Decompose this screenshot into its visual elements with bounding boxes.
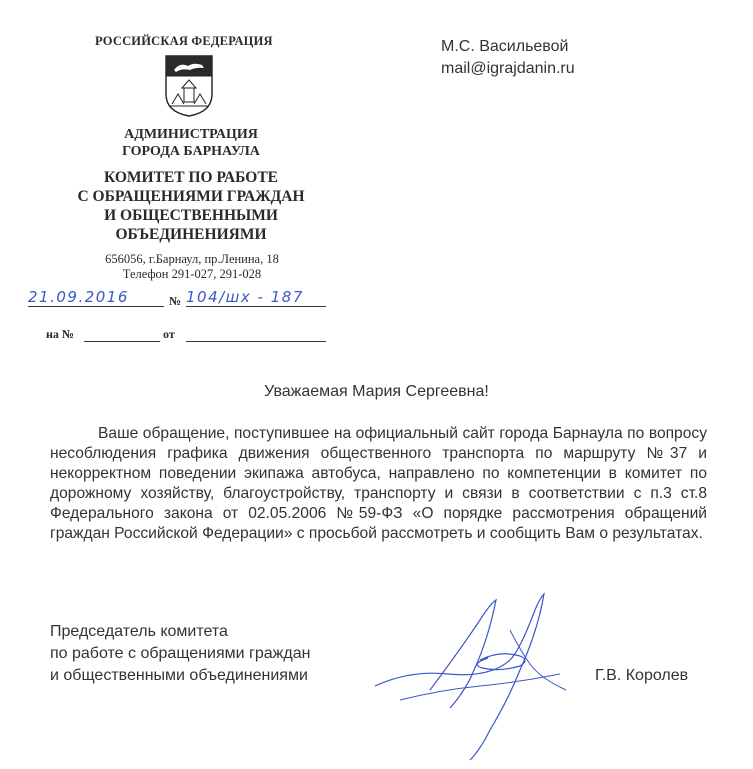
number-label: №: [169, 294, 182, 308]
recipient-block: [441, 36, 575, 80]
registration-number: 104/шх - 187: [186, 288, 326, 307]
signatory-title: Председатель комитета по работе с обращениями граждан и общественными объединениями: [50, 623, 311, 684]
barnaul-coat-of-arms-icon: [164, 54, 214, 118]
recipient-name: М.С. Васильевой: [441, 38, 569, 55]
recipient-email: mail@igrajdanin.ru: [441, 60, 575, 77]
administration-name: АДМИНИСТРАЦИЯ ГОРОДА БАРНАУЛА: [122, 127, 260, 159]
salutation: Уважаемая Мария Сергеевна!: [264, 383, 489, 400]
country-name: РОССИЙСКАЯ ФЕДЕРАЦИЯ: [95, 34, 273, 48]
registration-date: 21.09.2016: [28, 288, 164, 307]
letter-body: [50, 424, 707, 544]
signer-name: Г.В. Королев: [595, 667, 689, 684]
ref-date-field: [186, 341, 326, 342]
letter-body-paragraph: Ваше обращение, поступившее на официальный сайт города Барнаула по вопросу несоблюдения графика движения общественного транспорта по маршруту №37 и некорректном поведении экипажа автобуса, направлено по компетенции в комитет по дорожному хозяйству, благоустройству, транспорту и связи в соответствии с п.3 ст.8 Федерального закона от 02.05.2006 №59-ФЗ «О порядке рассмотрения обращений граждан Российской Федерации» с просьбой рассмотреть и сообщить Вам о результатах.: [50, 425, 707, 542]
committee-name: КОМИТЕТ ПО РАБОТЕ С ОБРАЩЕНИЯМИ ГРАЖДАН И ОБЩЕСТВЕННЫМИ ОБЪЕДИНЕНИЯМИ: [77, 169, 305, 243]
ref-date-label: от: [163, 327, 175, 341]
ref-number-label: на №: [46, 327, 74, 341]
committee-address: 656056, г.Барнаул, пр.Ленина, 18 Телефон 291-027, 291-028: [105, 252, 279, 281]
ref-number-field: [84, 341, 160, 342]
handwritten-signature: [370, 590, 600, 765]
